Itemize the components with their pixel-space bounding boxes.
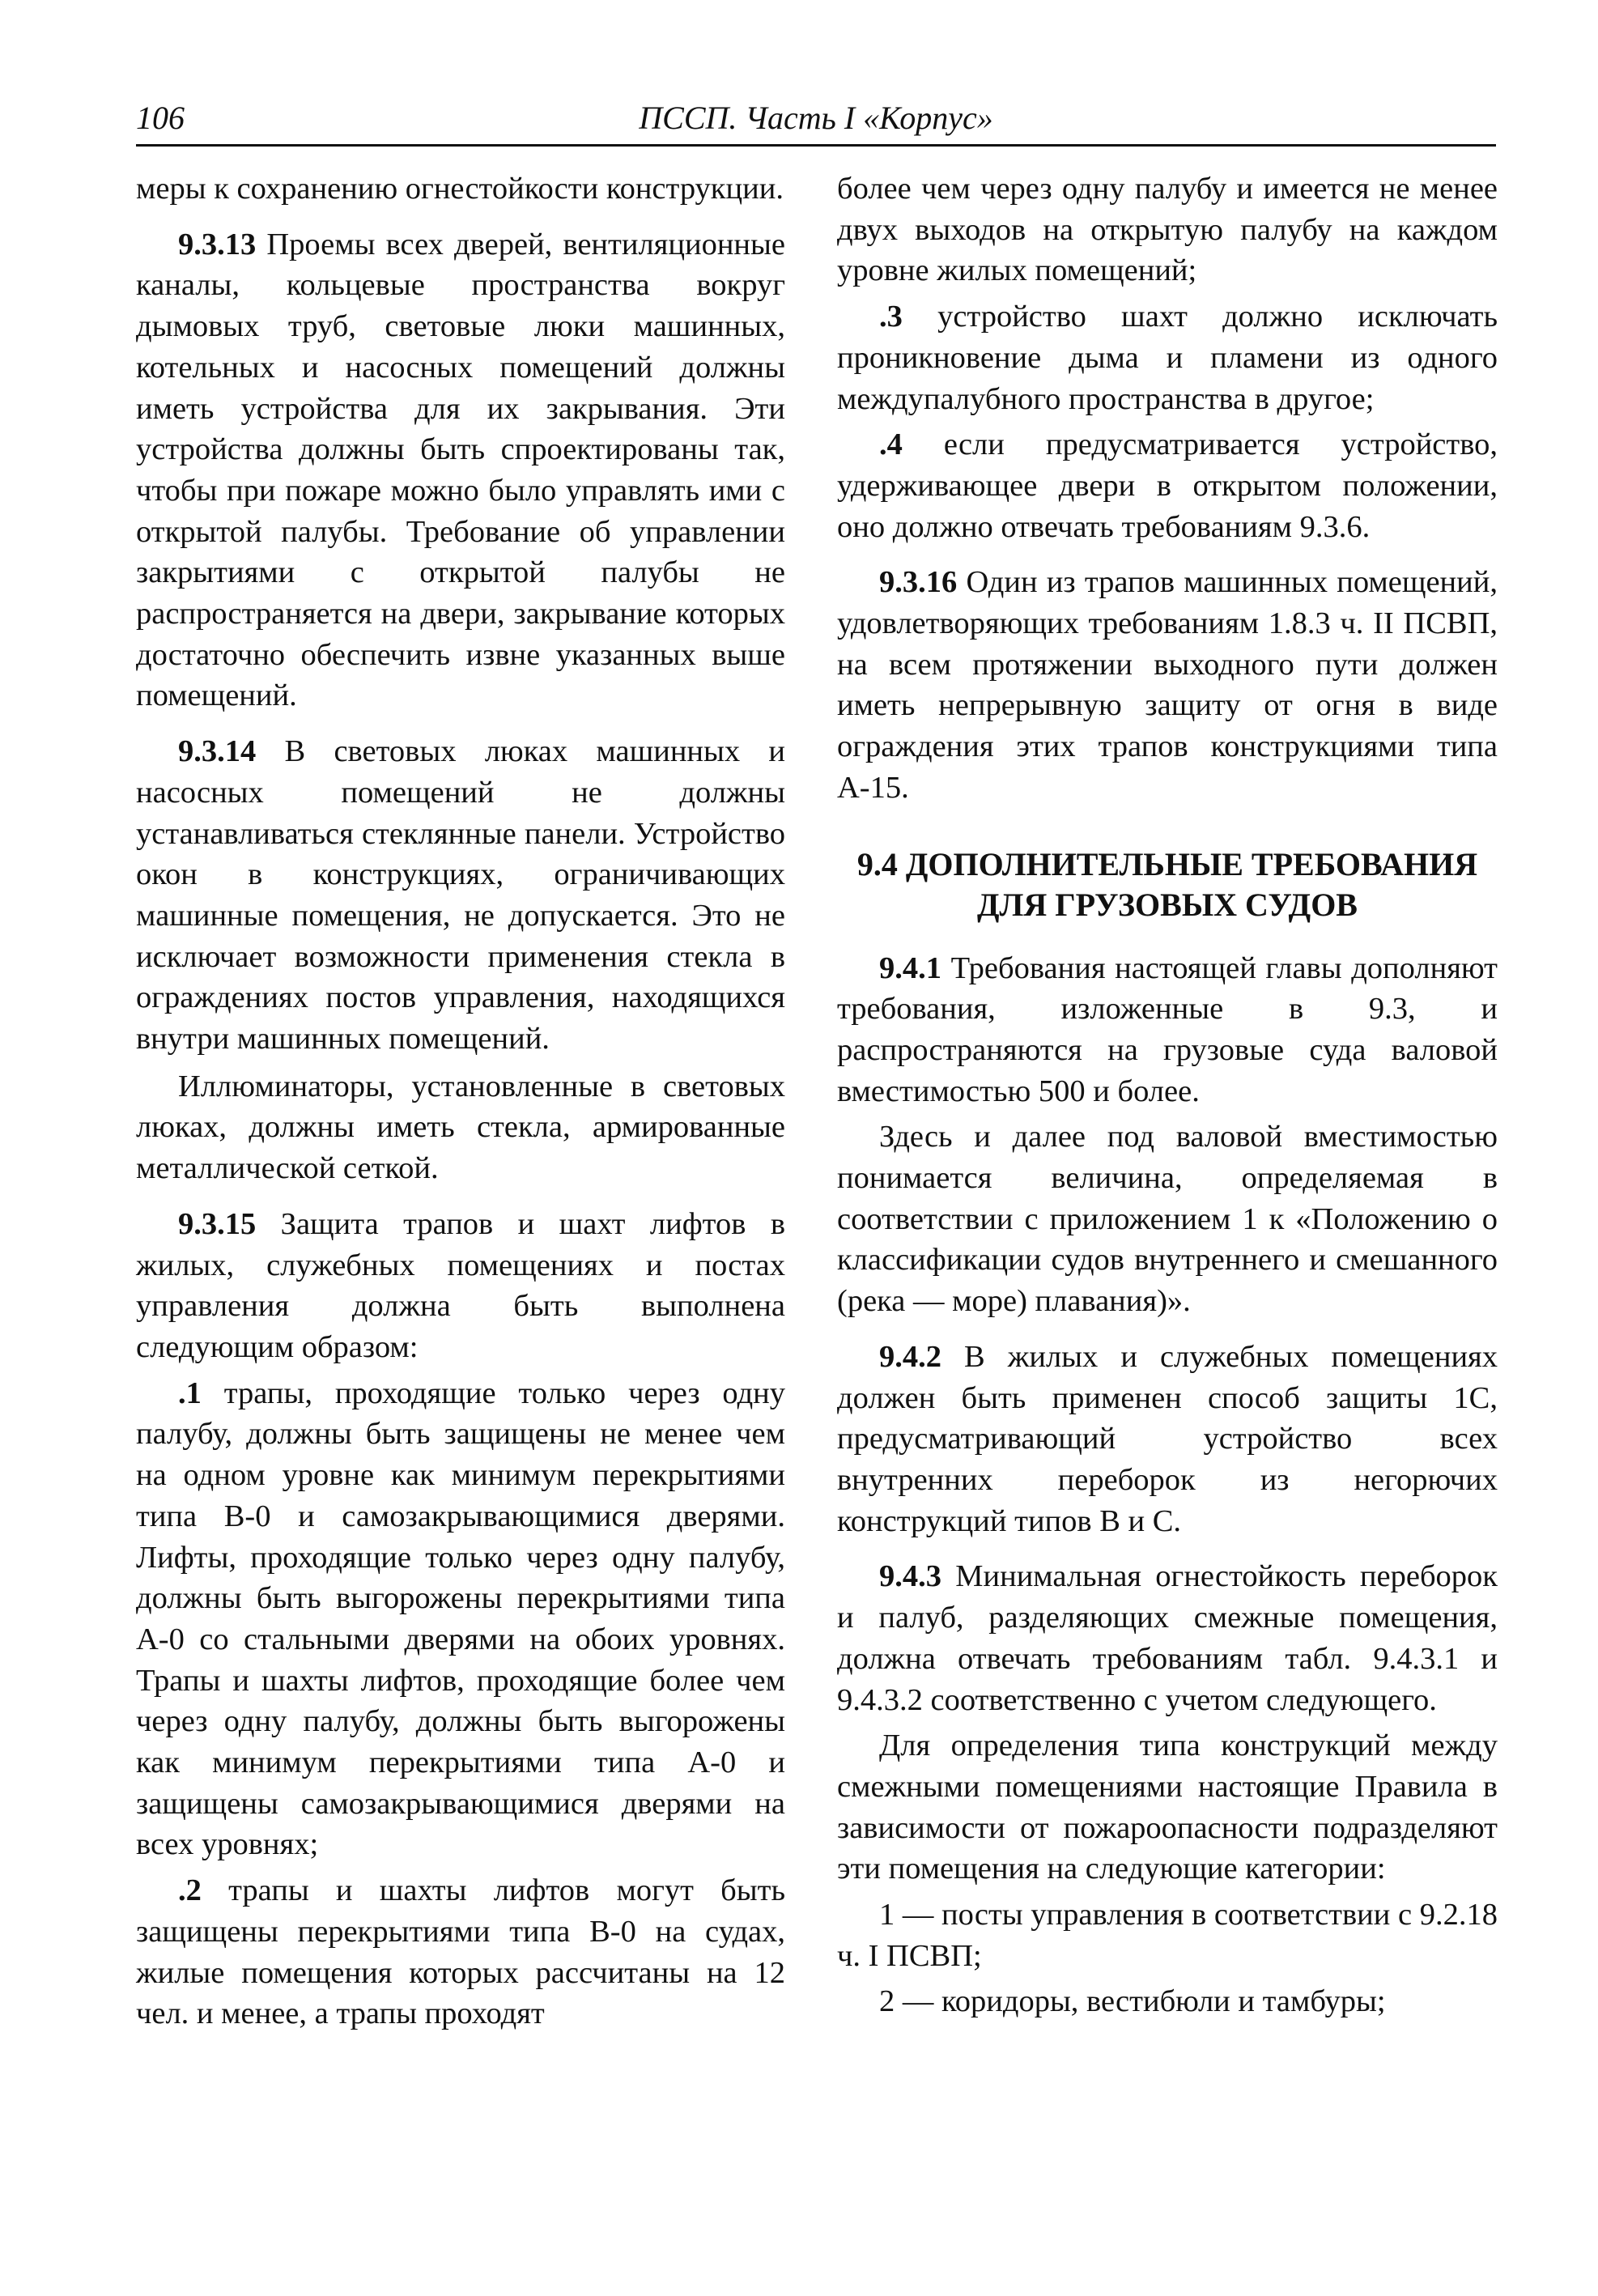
clause-number: 9.3.13	[178, 227, 257, 261]
list-item-text: трапы и шахты лифтов могут быть защищены перекрытиями типа В-0 на судах, жилые помещения которых рассчитаны на 12 чел. и менее, а трапы проходят	[136, 1873, 785, 2031]
paragraph-text: Иллюминаторы, установленные в световых люках, должны иметь стекла, армированные металлической сеткой.	[136, 1069, 785, 1186]
paragraph-text: более чем через одну палубу и имеется не менее двух выходов на открытую палубу на каждом уровне жилых помещений;	[837, 172, 1498, 288]
paragraph-text: Для определения типа конструкций между смежными помещениями настоящие Правила в зависимости от пожароопасности подразделяют эти помещения на следующие категории:	[837, 1728, 1498, 1886]
page-header	[136, 96, 1496, 147]
list-item-number: .2	[178, 1873, 202, 1908]
section-heading-line: ДЛЯ ГРУЗОВЫХ СУДОВ	[977, 886, 1358, 923]
page-number: 106	[136, 100, 185, 136]
clause-number: 9.4.1	[879, 950, 941, 985]
clause-text: Проемы всех дверей, вентиляционные каналы, кольцевые пространства вокруг дымовых труб, световые люки машинных, котельных и насосных помещений должны иметь устройства для их закрывания. Эти устройства должны быть спроектированы так, чтобы при пожаре можно было управлять ими с открытой палубы. Требование об управлении закрытиями с открытой палубы не распространяется на двери, закрывание которых достаточно обеспечить извне указанных выше помещений.	[136, 227, 785, 713]
clause-9-4-2	[837, 1337, 1498, 1542]
paragraph-text: меры к сохранению огнестойкости конструкции.	[136, 172, 784, 206]
list-item-3	[837, 296, 1498, 419]
clause-number: 9.3.15	[178, 1206, 257, 1241]
category-2	[837, 1981, 1498, 2022]
list-item-number: .4	[879, 427, 903, 462]
section-heading-line: 9.4 ДОПОЛНИТЕЛЬНЫЕ ТРЕБОВАНИЯ	[856, 845, 1478, 882]
clause-number: 9.4.2	[879, 1339, 941, 1374]
clause-9-3-14	[136, 731, 785, 1060]
right-column	[837, 168, 1498, 2027]
list-item-text: устройство шахт должно исключать проникновение дыма и пламени из одного междупалубного пространства в другое;	[837, 300, 1498, 416]
section-heading-9-4	[837, 844, 1498, 925]
clause-9-4-1	[837, 948, 1498, 1112]
paragraph-continuation	[136, 168, 785, 210]
clause-text: В световых люках машинных и насосных помещений не должны устанавливаться стеклянные панели. Устройство окон в конструкциях, ограничивающих машинные помещения, не допускается. Это не исключает возможности применения стекла в ограждениях постов управления, находящихся внутри машинных помещений.	[136, 734, 785, 1057]
list-item-number: .3	[879, 300, 903, 334]
clause-text: Требования настоящей главы дополняют требования, изложенные в 9.3, и распространяются на грузовые суда валовой вместимостью 500 и более.	[837, 950, 1498, 1108]
paragraph-categories	[837, 1725, 1498, 1890]
category-text: 2 — коридоры, вестибюли и тамбуры;	[879, 1984, 1386, 2019]
category-text: 1 — посты управления в соответствии с 9.2.18 ч. I ПСВП;	[837, 1898, 1498, 1973]
clause-9-4-3	[837, 1556, 1498, 1720]
clause-9-3-16	[837, 562, 1498, 808]
running-title: ПССП. Часть I «Корпус»	[639, 100, 993, 136]
list-item-text: трапы, проходящие только через одну палубу, должны быть защищены не менее чем на одном уровне как минимум перекрытиями типа В-0 и самозакрывающимися дверями. Лифты, проходящие только через одну палубу, должны быть выгорожены перекрытиями типа А-0 со стальными дверями на обоих уровнях. Трапы и шахты лифтов, проходящие более чем через одну палубу, должны быть выгорожены как минимум перекрытиями типа А-0 и защищены самозакрывающимися дверями на всех уровнях;	[136, 1375, 786, 1862]
clause-number: 9.4.3	[879, 1559, 941, 1594]
clause-number: 9.3.16	[879, 565, 958, 600]
category-1	[837, 1894, 1498, 1976]
paragraph-gross-tonnage	[837, 1116, 1498, 1322]
clause-text: Минимальная огнестойкость переборок и палуб, разделяющих смежные помещения, должна отвечать требованиям табл. 9.4.3.1 и 9.4.3.2 соответственно с учетом следующего.	[837, 1559, 1498, 1717]
clause-9-3-13	[136, 224, 785, 716]
list-item-1	[136, 1373, 785, 1865]
clause-number: 9.3.14	[178, 734, 257, 769]
paragraph-text: Здесь и далее под валовой вместимостью понимается величина, определяемая в соответствии с приложением 1 к «Положению о классификации судов внутреннего и смешанного (река — море) плавания)».	[837, 1120, 1498, 1319]
list-item-text: если предусматривается устройство, удерживающее двери в открытом положении, оно должно отвечать требованиям 9.3.6.	[837, 427, 1498, 544]
clause-text: Один из трапов машинных помещений, удовлетворяющих требованиям 1.8.3 ч. II ПСВП, на всем протяжении выходного пути должен иметь непрерывную защиту от огня в виде ограждения этих трапов конструкциями типа А-15.	[837, 565, 1498, 805]
clause-text: В жилых и служебных помещениях должен быть применен способ защиты 1С, предусматривающий устройство всех внутренних переборок из негорючих конструкций типов В и С.	[837, 1339, 1498, 1538]
paragraph-portholes	[136, 1066, 785, 1189]
left-column	[136, 168, 785, 2039]
clause-9-3-15	[136, 1204, 785, 1368]
paragraph-continuation	[837, 168, 1498, 291]
list-item-4	[837, 424, 1498, 547]
list-item-number: .1	[178, 1375, 202, 1410]
clause-text: Защита трапов и шахт лифтов в жилых, служебных помещениях и постах управления должна быть выполнена следующим образом:	[136, 1206, 785, 1364]
list-item-2	[136, 1870, 785, 2035]
